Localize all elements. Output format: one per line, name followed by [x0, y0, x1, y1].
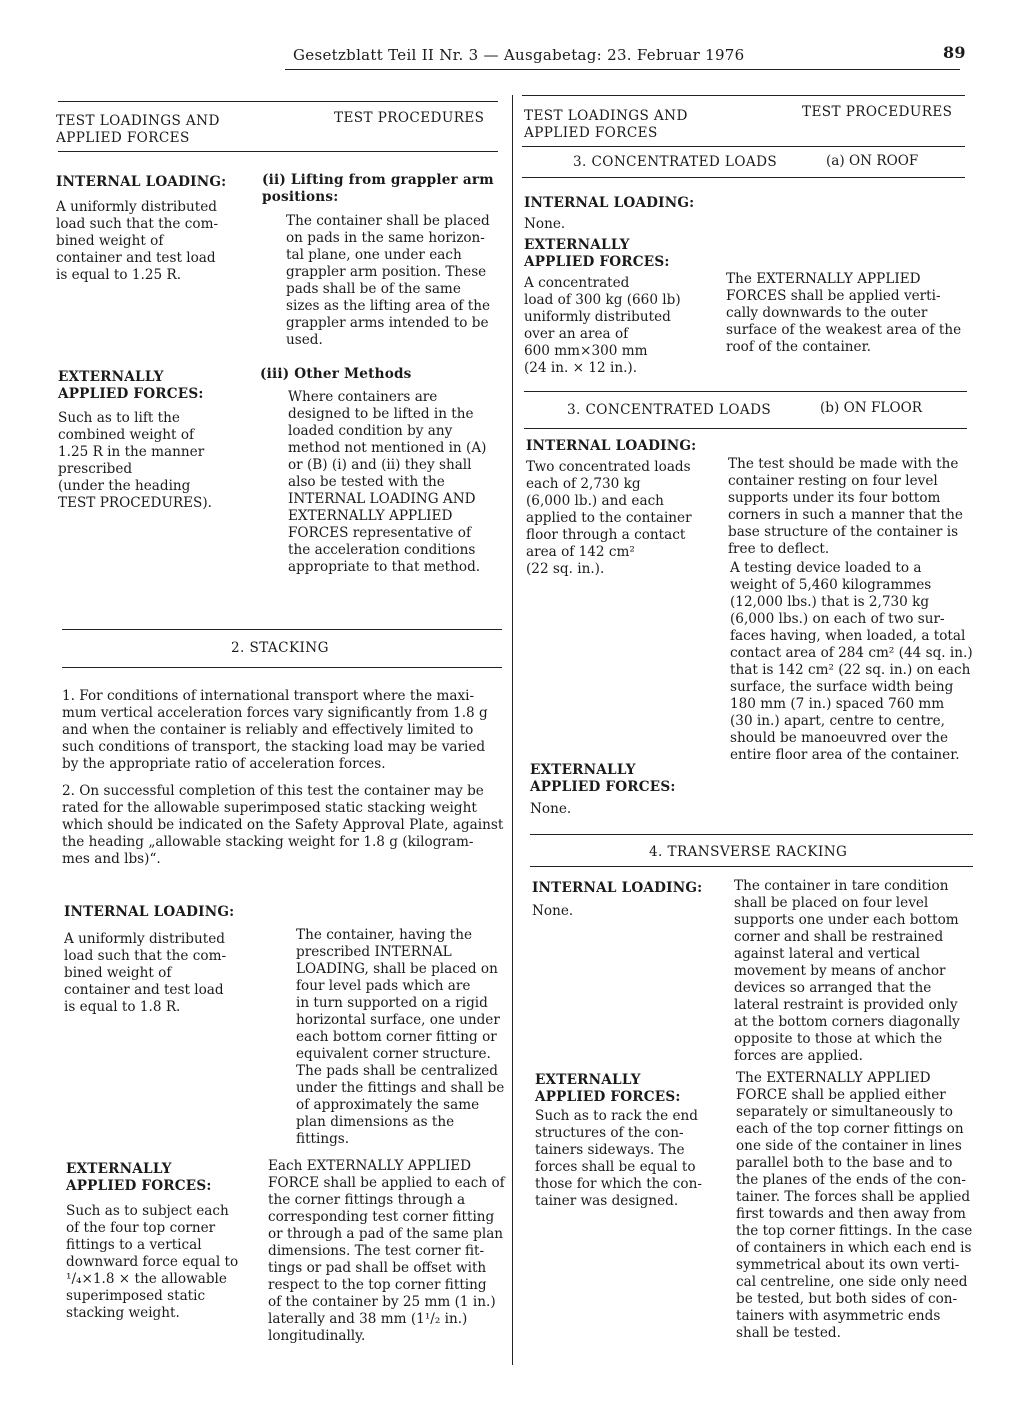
racking-internal-text: None.: [532, 903, 574, 919]
page-number: 89: [943, 43, 966, 62]
stacking-paragraph-2: 2. On successful completion of this test the container may be rated for the allowable superimposed static stacking weight which should be indicated on the Safety Approval Plate, against the heading „allowable stacking weight for 1.8 g (kilogram- mes and lbs)“.: [62, 783, 504, 867]
stacking-paragraph-1: 1. For conditions of international transport where the maxi- mum vertical acceleration forces vary significantly from 1.8 g and when the container is reliably and effectively limited to such conditions of transport, the stacking load may be varied by the appropriate ratio of acceleration forces.: [62, 688, 488, 772]
right-head-rule: [522, 146, 965, 147]
lifting-internal-text: A uniformly distributed load such that the com- bined weight of container and test load is equal to 1.25 R.: [56, 199, 219, 283]
racking-procedure-text-2: The EXTERNALLY APPLIED FORCE shall be applied either separately or simultaneously to each of the top corner fittings on one side of the container in lines parallel both to the base and to the planes of the ends of the con- tainer. The forces shall be applied first towards and then away from the top corner fittings. In the case of containers in which each end is symmetrical about its own verti- cal centreline, one side only need be tested, but both sides of con- tainers with asymmetric ends shall be tested.: [736, 1070, 973, 1341]
floor-subtitle: (b) ON FLOOR: [820, 400, 922, 416]
stacking-title: 2. STACKING: [231, 640, 329, 656]
racking-procedure-text-1: The container in tare condition shall be placed on four level supports one under each bottom corner and shall be restrained against lateral and vertical movement by means of anchor devices so arranged that the lateral restraint is provided only at the bottom corners diagonally opposite to those at which the forces are applied.: [734, 878, 960, 1064]
racking-internal-heading: INTERNAL LOADING:: [532, 880, 703, 896]
roof-subtitle: (a) ON ROOF: [826, 153, 919, 169]
left-head-rule: [58, 151, 498, 152]
roof-internal-text: None.: [524, 216, 566, 232]
other-methods-heading: (iii) Other Methods: [260, 366, 412, 382]
header-rule: [285, 69, 960, 70]
stacking-external-text: Such as to subject each of the four top corner fittings to a vertical downward force equal to ¹/₄×1.8 × the allowable superimposed static stacking weight.: [66, 1203, 239, 1321]
stacking-force-text: Each EXTERNALLY APPLIED FORCE shall be applied to each of the corner fittings through a corresponding test corner fitting or through a pad of the same plan dimensions. The test corner fit- tings or pad shall be offset with respect to the top corner fitting of the container by 25 mm (1 in.) laterally and 38 mm (1¹/₂ in.) longitudinally.: [268, 1158, 505, 1344]
roof-external-text: A concentrated load of 300 kg (660 lb) uniformly distributed over an area of 600 mm×300 mm (24 in. × 12 in.).: [524, 275, 681, 376]
right-top-rule: [522, 95, 965, 96]
lifting-grappler-text: The container shall be placed on pads in the same horizon- tal plane, one under each grappler arm position. These pads shall be of the same sizes as the lifting area of the grappler arms intended to be used.: [286, 213, 490, 348]
stacking-procedure-text: The container, having the prescribed INTERNAL LOADING, shall be placed on four level pads which are in turn supported on a rigid horizontal surface, one under each bottom corner fitting or equivalent corner structure. The pads shall be centralized under the fittings and shall be of approximately the same plan dimensions as the fittings.: [296, 927, 505, 1147]
left-col-head-loadings: TEST LOADINGS AND APPLIED FORCES: [56, 113, 220, 146]
lifting-grappler-heading: (ii) Lifting from grappler arm positions:: [262, 172, 494, 205]
floor-internal-heading: INTERNAL LOADING:: [526, 438, 697, 454]
right-col-head-loadings: TEST LOADINGS AND APPLIED FORCES: [524, 108, 688, 141]
other-methods-text: Where containers are designed to be lifted in the loaded condition by any method not mentioned in (A) or (B) (i) and (ii) they shall also be tested with the INTERNAL LOADING AND EXTERNALLY APPLIED FORCES representative of the acceleration conditions appropriate to that method.: [288, 389, 487, 575]
left-col-head-procedures: TEST PROCEDURES: [334, 110, 485, 126]
stacking-internal-heading: INTERNAL LOADING:: [64, 904, 235, 920]
floor-procedure-text-2: A testing device loaded to a weight of 5,460 kilogrammes (12,000 lbs.) that is 2,730 kg (6,000 lbs.) on each of two sur- faces having, when loaded, a total contact area of 284 cm² (44 sq. in.) that is 142 cm² (22 sq. in.) on each surface, the surface width being 180 mm (7 in.) spaced 760 mm (30 in.) apart, centre to centre, should be manoeuvred over the entire floor area of the container.: [730, 560, 973, 763]
roof-title: 3. CONCENTRATED LOADS: [573, 154, 778, 170]
stacking-rule-top: [62, 629, 502, 630]
racking-rule-bottom: [530, 866, 973, 867]
roof-external-heading: EXTERNALLY APPLIED FORCES:: [524, 237, 670, 270]
floor-external-heading: EXTERNALLY APPLIED FORCES:: [530, 762, 676, 795]
roof-internal-heading: INTERNAL LOADING:: [524, 195, 695, 211]
left-top-rule: [58, 101, 498, 102]
roof-procedure-text: The EXTERNALLY APPLIED FORCES shall be applied verti- cally downwards to the outer surface of the weakest area of the roof of the container.: [726, 271, 962, 355]
racking-external-heading: EXTERNALLY APPLIED FORCES:: [535, 1072, 681, 1105]
right-col-head-procedures: TEST PROCEDURES: [802, 104, 953, 120]
floor-internal-text: Two concentrated loads each of 2,730 kg (6,000 lb.) and each applied to the container floor through a contact area of 142 cm² (22 sq. in.).: [526, 459, 692, 577]
stacking-external-heading: EXTERNALLY APPLIED FORCES:: [66, 1161, 212, 1194]
floor-external-text: None.: [530, 801, 572, 817]
racking-rule-top: [530, 834, 973, 835]
racking-external-text: Such as to rack the end structures of the con- tainers sideways. The forces shall be equal to those for which the con- tainer was designed.: [535, 1108, 702, 1209]
column-divider: [512, 95, 513, 1365]
roof-rule: [522, 177, 965, 178]
floor-title: 3. CONCENTRATED LOADS: [567, 402, 772, 418]
stacking-internal-text: A uniformly distributed load such that the com- bined weight of container and test load is equal to 1.8 R.: [64, 931, 227, 1015]
stacking-rule-bottom: [62, 667, 502, 668]
racking-title: 4. TRANSVERSE RACKING: [649, 844, 848, 860]
lifting-external-text: Such as to lift the combined weight of 1.25 R in the manner prescribed (under the heading TEST PROCEDURES).: [58, 410, 212, 511]
running-header: Gesetzblatt Teil II Nr. 3 — Ausgabetag: 23. Februar 1976: [293, 46, 745, 64]
floor-procedure-text-1: The test should be made with the container resting on four level supports under its four bottom corners in such a manner that the base structure of the container is free to deflect.: [728, 456, 963, 557]
floor-rule-top: [524, 391, 967, 392]
lifting-external-heading: EXTERNALLY APPLIED FORCES:: [58, 369, 204, 402]
lifting-internal-heading: INTERNAL LOADING:: [56, 174, 227, 190]
floor-rule-bottom: [524, 428, 967, 429]
